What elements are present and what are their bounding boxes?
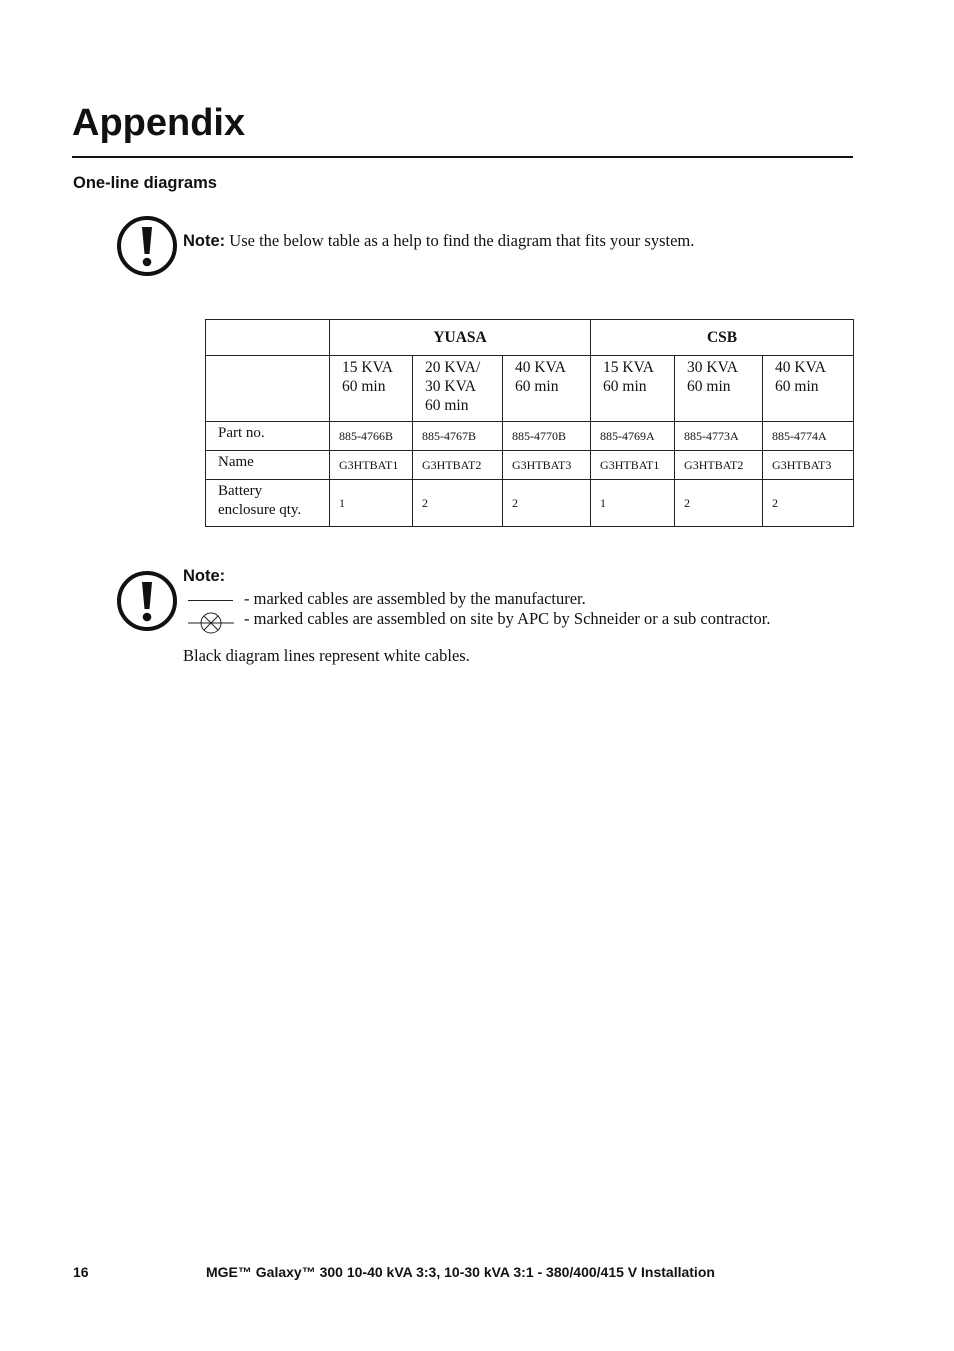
section-heading: One-line diagrams [73, 174, 217, 192]
important-note-icon [116, 215, 178, 277]
capacity-row [206, 356, 854, 422]
table-cell: 1 [330, 480, 413, 527]
battery-table [205, 319, 854, 527]
capacity-cell: 15 KVA 60 min [591, 356, 675, 422]
capacity-cell: 40 KVA 60 min [503, 356, 591, 422]
capacity-cell: 40 KVA 60 min [763, 356, 854, 422]
table-row [206, 480, 854, 527]
row-label-part-no: Part no. [206, 422, 330, 451]
row-label-name: Name [206, 451, 330, 480]
group-csb: CSB [591, 320, 854, 356]
page-title: Appendix [72, 102, 246, 144]
table-cell: G3HTBAT2 [675, 451, 763, 480]
empty-header-cell [206, 356, 330, 422]
table-cell: G3HTBAT1 [330, 451, 413, 480]
page-number: 16 [73, 1264, 89, 1280]
table-cell: G3HTBAT3 [763, 451, 854, 480]
important-note-icon [116, 570, 178, 632]
table-cell: 2 [503, 480, 591, 527]
title-rule [72, 156, 853, 158]
table-cell: 1 [591, 480, 675, 527]
table-cell: 885-4766B [330, 422, 413, 451]
row-label-battery-qty: Battery enclosure qty. [206, 480, 330, 527]
table-cell: 2 [675, 480, 763, 527]
table-cell: G3HTBAT3 [503, 451, 591, 480]
group-header-row [206, 320, 854, 356]
table-cell: 885-4769A [591, 422, 675, 451]
table-cell: G3HTBAT2 [413, 451, 503, 480]
empty-header-cell [206, 320, 330, 356]
note-2-label: Note: [183, 567, 226, 585]
site-cable-line-icon [186, 611, 236, 637]
note-2-text: Black diagram lines represent white cables. [183, 646, 470, 665]
table-cell: 2 [413, 480, 503, 527]
note-1-label: Note: [183, 232, 226, 250]
group-yuasa: YUASA [330, 320, 591, 356]
table-cell: 885-4773A [675, 422, 763, 451]
factory-cable-line-icon [188, 600, 233, 601]
note-1 [183, 231, 694, 251]
table-cell: G3HTBAT1 [591, 451, 675, 480]
capacity-cell: 20 KVA/ 30 KVA 60 min [413, 356, 503, 422]
table-cell: 2 [763, 480, 854, 527]
table-row [206, 451, 854, 480]
table-cell: 885-4770B [503, 422, 591, 451]
table-row [206, 422, 854, 451]
table-cell: 885-4767B [413, 422, 503, 451]
footer-title: MGE™ Galaxy™ 300 10-40 kVA 3:3, 10-30 kVA 3:1 - 380/400/415 V Installation [206, 1264, 715, 1280]
table-cell: 885-4774A [763, 422, 854, 451]
legend-text-site: - marked cables are assembled on site by APC by Schneider or a sub contractor. [244, 609, 771, 628]
note-1-text: Use the below table as a help to find the diagram that fits your system. [229, 231, 695, 250]
legend-text-factory: - marked cables are assembled by the manufacturer. [244, 589, 586, 608]
capacity-cell: 30 KVA 60 min [675, 356, 763, 422]
capacity-cell: 15 KVA 60 min [330, 356, 413, 422]
